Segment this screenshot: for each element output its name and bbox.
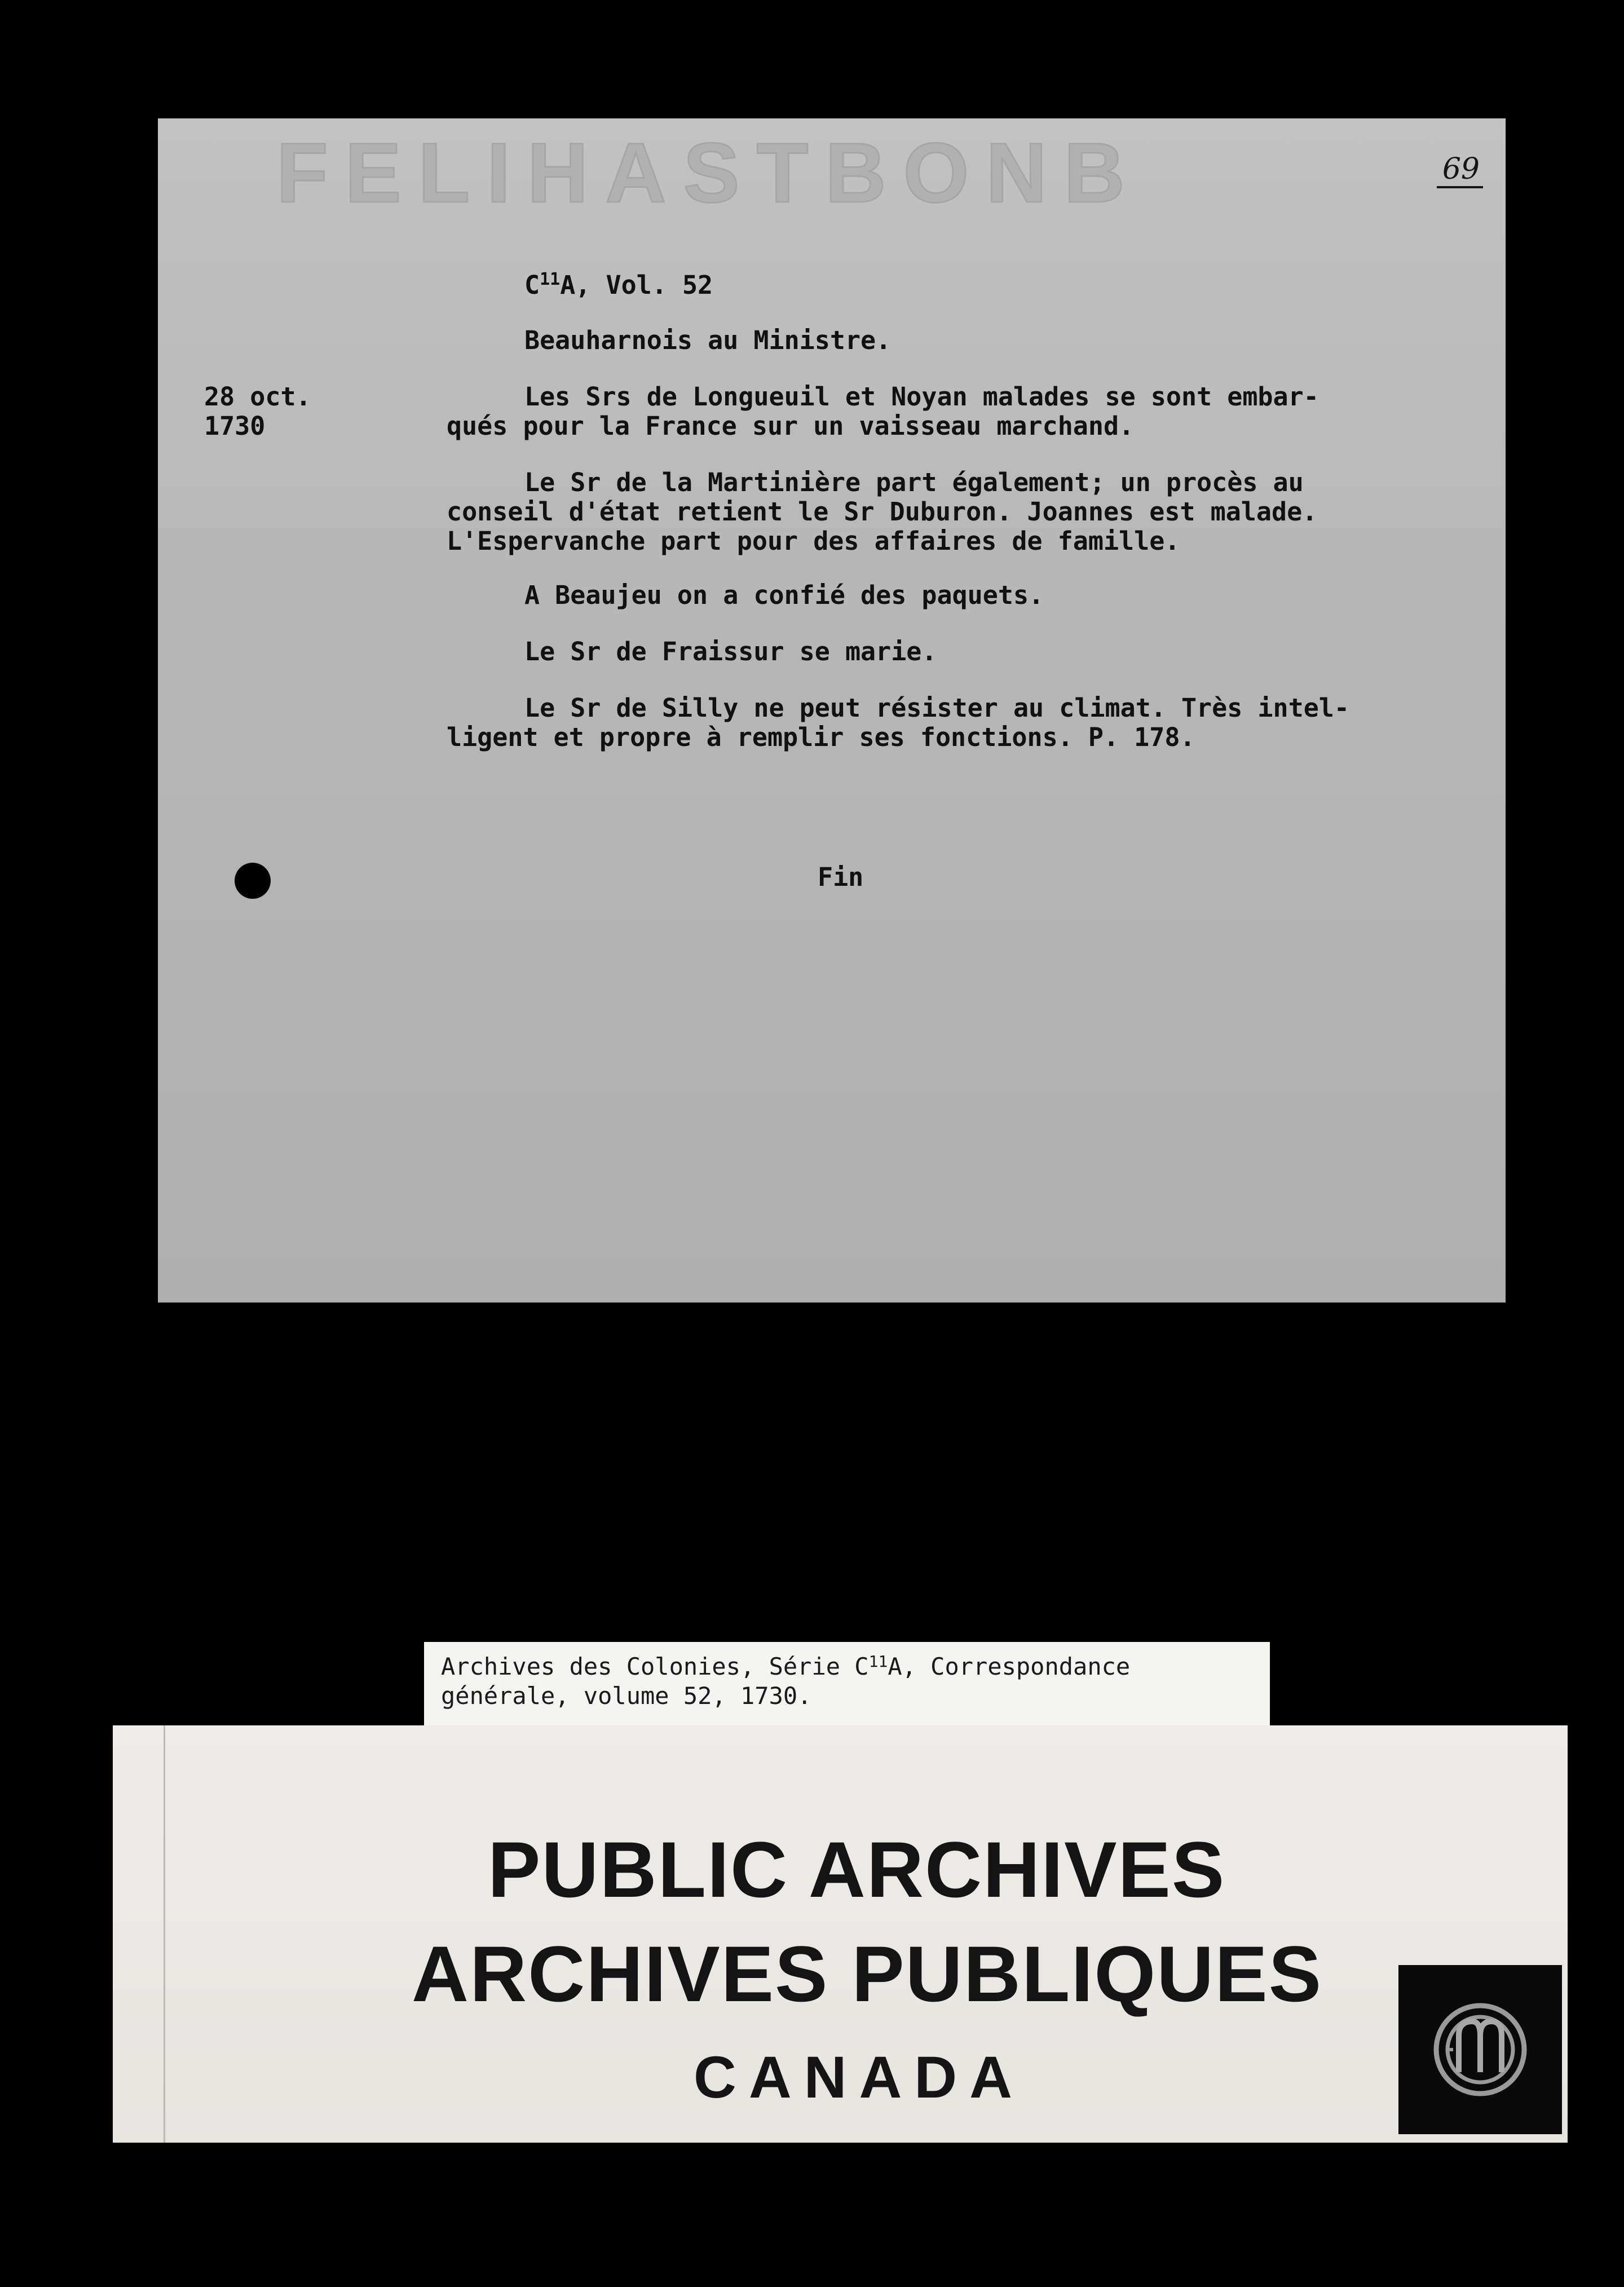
paragraph-line: A Beaujeu on a confié des paquets.	[524, 580, 1044, 610]
paragraph-5	[447, 694, 1349, 752]
stamp-line-country: CANADA	[694, 2045, 1025, 2111]
reference-superscript: 11	[540, 270, 561, 289]
date-year: 1730	[204, 411, 266, 441]
paragraph-line: Le Sr de la Martinière part également; un procès au	[524, 467, 1304, 497]
paragraph-1	[447, 382, 1319, 441]
citation-line-1	[441, 1652, 1253, 1681]
reference-line	[524, 271, 713, 300]
citation-line-2: générale, volume 52, 1730.	[441, 1682, 812, 1710]
stamp-edge-line	[164, 1725, 165, 2143]
letter-heading: Beauharnois au Ministre.	[524, 325, 892, 355]
citation-superscript: 11	[868, 1652, 888, 1671]
punch-hole	[235, 863, 271, 899]
archives-stamp	[113, 1725, 1568, 2143]
paragraph-line: Les Srs de Longueuil et Noyan malades se sont embar-	[524, 382, 1319, 412]
paragraph-3	[447, 581, 1044, 610]
citation-series: Archives des Colonies, Série C	[441, 1653, 869, 1680]
citation-title: A, Correspondance	[888, 1653, 1131, 1680]
closing-word: Fin	[818, 862, 864, 892]
paragraph-2	[447, 468, 1317, 556]
date-margin	[204, 382, 311, 441]
stamp-line-french: ARCHIVES PUBLIQUES	[412, 1930, 1323, 2018]
folio-number: 69	[1437, 152, 1483, 188]
date-day-month: 28 oct.	[204, 382, 311, 412]
paragraph-line: Le Sr de Silly ne peut résister au climat. Très intel-	[524, 693, 1349, 723]
reference-prefix: C	[524, 270, 540, 300]
paragraph-line: L'Espervanche part pour des affaires de famille.	[447, 526, 1180, 556]
archives-monogram-icon	[1424, 1996, 1537, 2103]
document-card	[158, 118, 1506, 1303]
paragraph-line: Le Sr de Fraissur se marie.	[524, 637, 937, 666]
stamp-line-english: PUBLIC ARCHIVES	[488, 1825, 1226, 1914]
paragraph-line: ligent et propre à remplir ses fonctions. P. 178.	[447, 722, 1195, 752]
paragraph-line: qués pour la France sur un vaisseau marchand.	[447, 411, 1135, 441]
citation-label	[424, 1642, 1270, 1739]
ghost-heading: FELIHASTBONB	[276, 125, 1142, 220]
archives-logo	[1398, 1965, 1562, 2134]
reference-suffix: A, Vol. 52	[560, 270, 713, 300]
paragraph-line: conseil d'état retient le Sr Duburon. Joannes est malade.	[447, 497, 1318, 527]
paragraph-4	[447, 637, 937, 666]
